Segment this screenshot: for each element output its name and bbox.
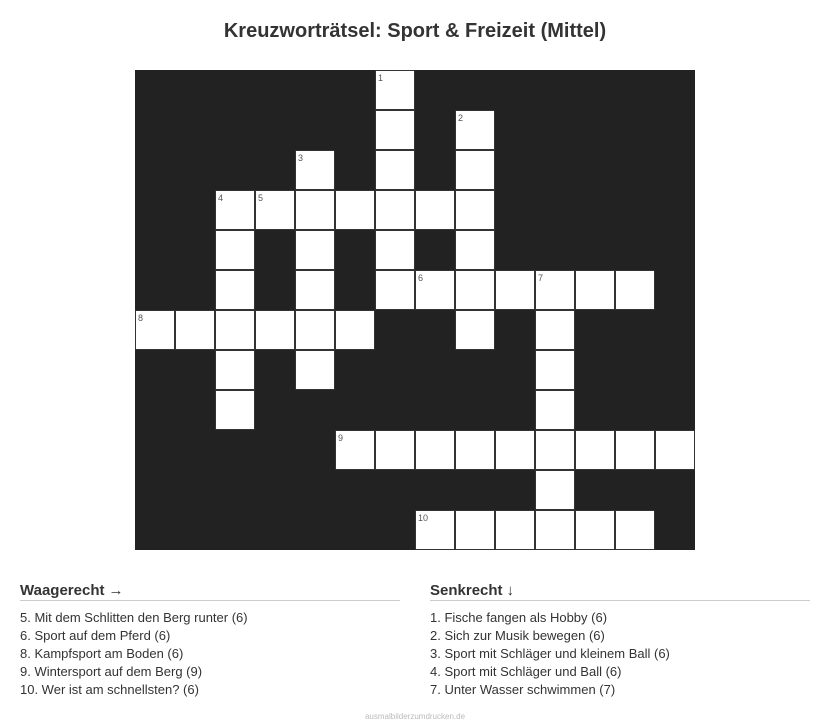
across-clue-list — [20, 609, 400, 699]
grid-cell[interactable] — [535, 430, 575, 470]
clue-number: 1 — [378, 73, 384, 83]
grid-cell[interactable] — [615, 270, 655, 310]
grid-cell[interactable] — [415, 430, 455, 470]
clue-item: 7. Unter Wasser schwimmen (7) — [430, 682, 616, 697]
grid-cell[interactable] — [175, 310, 215, 350]
right-arrow-icon: → — [108, 582, 124, 599]
grid-cell[interactable] — [535, 470, 575, 510]
grid-cell[interactable] — [215, 270, 255, 310]
grid-cell[interactable] — [295, 150, 335, 190]
clue-number: 7 — [538, 273, 544, 283]
grid-cell[interactable] — [455, 510, 495, 550]
clue-number: 10 — [418, 513, 429, 523]
grid-cell[interactable] — [535, 310, 575, 350]
grid-cell[interactable] — [455, 230, 495, 270]
grid-cell[interactable] — [335, 190, 375, 230]
grid-cell[interactable] — [615, 510, 655, 550]
grid-cell[interactable] — [375, 230, 415, 270]
down-clues — [430, 582, 810, 699]
grid-cell[interactable] — [455, 430, 495, 470]
clue-number: 6 — [418, 273, 424, 283]
grid-cell[interactable] — [415, 510, 455, 550]
grid-cell[interactable] — [335, 310, 375, 350]
grid-cell[interactable] — [535, 510, 575, 550]
crossword-grid — [135, 70, 695, 550]
grid-cell[interactable] — [455, 110, 495, 150]
grid-cell[interactable] — [375, 110, 415, 150]
grid-cell[interactable] — [455, 270, 495, 310]
across-heading-label: Waagerecht — [20, 582, 105, 599]
grid-cell[interactable] — [295, 350, 335, 390]
grid-cell[interactable] — [215, 390, 255, 430]
grid-cell[interactable] — [255, 190, 295, 230]
clue-item: 1. Fische fangen als Hobby (6) — [430, 610, 608, 625]
clue-item: 2. Sich zur Musik bewegen (6) — [430, 628, 605, 643]
grid-cell[interactable] — [375, 70, 415, 110]
clue-item: 8. Kampfsport am Boden (6) — [20, 646, 184, 661]
page-title: Kreuzworträtsel: Sport & Freizeit (Mittel) — [223, 20, 607, 42]
down-heading-label: Senkrecht — [430, 582, 503, 599]
grid-cell[interactable] — [575, 270, 615, 310]
clue-number: 8 — [138, 313, 144, 323]
grid-cell[interactable] — [655, 430, 695, 470]
down-arrow-icon: ↓ — [506, 582, 515, 599]
grid-cell[interactable] — [215, 350, 255, 390]
grid-cell[interactable] — [535, 390, 575, 430]
clue-number: 5 — [258, 193, 264, 203]
clue-item: 3. Sport mit Schläger und kleinem Ball (6) — [430, 646, 670, 661]
grid-cell[interactable] — [295, 190, 335, 230]
grid-cell[interactable] — [135, 310, 175, 350]
grid-cell[interactable] — [375, 270, 415, 310]
grid-cell[interactable] — [575, 430, 615, 470]
grid-cell[interactable] — [215, 230, 255, 270]
grid-cell[interactable] — [535, 270, 575, 310]
grid-cell[interactable] — [455, 310, 495, 350]
grid-cell[interactable] — [255, 310, 295, 350]
clue-number: 2 — [458, 113, 464, 123]
grid-cell[interactable] — [495, 510, 535, 550]
clue-item: 6. Sport auf dem Pferd (6) — [20, 628, 171, 643]
clue-item: 4. Sport mit Schläger und Ball (6) — [430, 664, 622, 679]
grid-cell[interactable] — [375, 190, 415, 230]
grid-cell[interactable] — [215, 310, 255, 350]
clue-item: 5. Mit dem Schlitten den Berg runter (6) — [20, 610, 248, 625]
grid-cell[interactable] — [295, 230, 335, 270]
grid-cell[interactable] — [455, 190, 495, 230]
grid-cell[interactable] — [535, 350, 575, 390]
grid-cell[interactable] — [455, 150, 495, 190]
grid-cell[interactable] — [295, 270, 335, 310]
clue-item: 9. Wintersport auf dem Berg (9) — [20, 664, 203, 679]
grid-cell[interactable] — [495, 430, 535, 470]
down-clue-list — [430, 609, 810, 699]
grid-cell[interactable] — [375, 150, 415, 190]
clue-item: 10. Wer ist am schnellsten? (6) — [20, 682, 199, 697]
across-clues — [20, 582, 400, 699]
across-heading — [20, 582, 400, 601]
footer-credit: ausmalbilderzumdrucken.de — [364, 712, 466, 721]
grid-cell[interactable] — [575, 510, 615, 550]
grid-cell[interactable] — [335, 430, 375, 470]
grid-cell[interactable] — [295, 310, 335, 350]
grid-cell[interactable] — [375, 430, 415, 470]
down-heading — [430, 582, 810, 601]
grid-cell[interactable] — [495, 270, 535, 310]
clue-number: 9 — [338, 433, 344, 443]
grid-cell[interactable] — [215, 190, 255, 230]
grid-cell[interactable] — [415, 190, 455, 230]
grid-cell[interactable] — [615, 430, 655, 470]
grid-cell[interactable] — [415, 270, 455, 310]
clue-number: 3 — [298, 153, 304, 163]
clue-number: 4 — [218, 193, 224, 203]
